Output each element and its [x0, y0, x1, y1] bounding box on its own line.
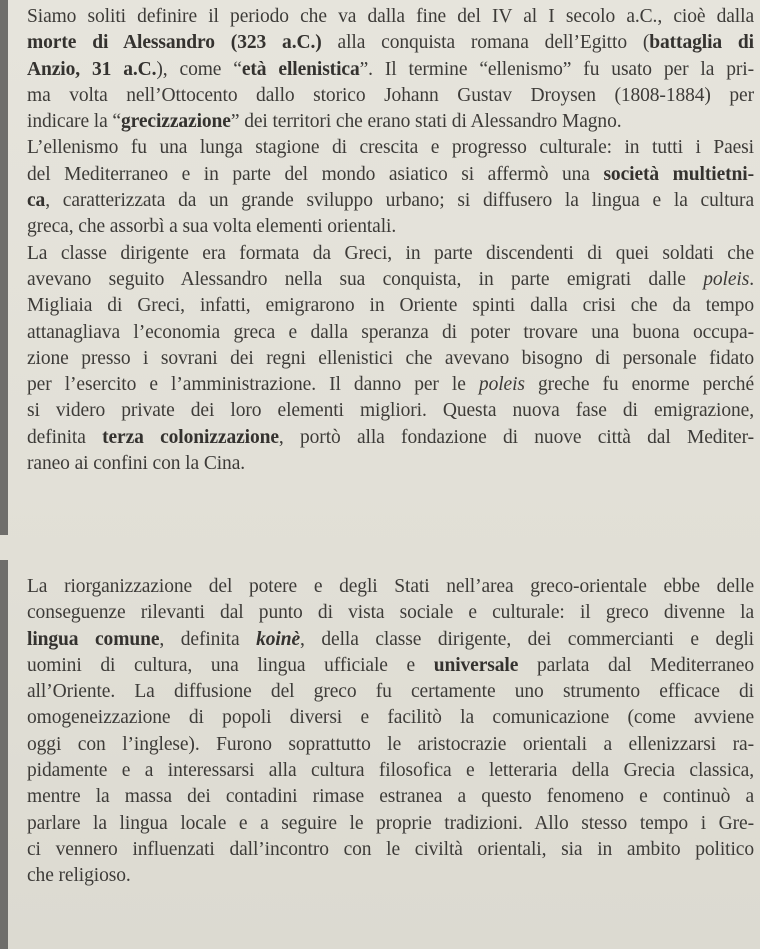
text-line — [27, 679, 754, 705]
text-run: La classe dirigente era formata da Greci, in parte discendenti di quei soldati che — [27, 242, 754, 264]
text-run: all’Oriente. La diffusione del greco fu certamente uno strumento efficace di — [27, 681, 754, 703]
text-run: ” dei territori che erano stati di Alessandro Magno. — [230, 111, 622, 133]
text-run: che religioso. — [27, 865, 131, 887]
section-1-margin-rule — [0, 0, 8, 535]
text-run: greca, che assorbì a sua volta elementi orientali. — [27, 216, 397, 238]
italic-term: poleis — [703, 268, 750, 290]
text-run: raneo ai confini con la Cina. — [27, 453, 246, 475]
paragraph — [27, 241, 754, 478]
text-run: ma volta nell’Ottocento dallo storico Johann Gustav Droysen (1808-1884) per — [27, 84, 754, 106]
text-line — [27, 372, 754, 398]
text-run: si videro private dei loro elementi migliori. Questa nuova fase di emigrazione, — [27, 400, 754, 422]
text-line — [27, 863, 754, 889]
text-run: La riorganizzazione del potere e degli Stati nell’area greco-orientale ebbe delle — [27, 576, 754, 597]
bold-term: età ellenistica — [241, 58, 360, 80]
text-run: conseguenze rilevanti dal punto di vista sociale e culturale: il greco divenne la — [27, 602, 754, 624]
text-run: , definita — [159, 628, 257, 650]
text-run: ), come “ — [156, 58, 242, 80]
text-run: , caratterizzata da un grande sviluppo urbano; si diffusero la lingua e la cultura — [45, 190, 754, 212]
text-line — [27, 162, 754, 188]
section-2-text — [27, 574, 754, 890]
text-run: ci vennero influenzati dall’incontro con le civiltà orientali, sia in ambito politico — [27, 838, 754, 860]
text-line — [27, 705, 754, 731]
text-run: attanagliava l’economia greca e dalla speranza di poter trovare una buona occupa- — [27, 321, 754, 343]
text-line — [27, 109, 754, 135]
bold-term: morte di Alessandro (323 a.C.) — [27, 32, 322, 54]
paragraph — [27, 4, 754, 135]
text-run: definita — [27, 426, 103, 448]
text-run: oggi con l’inglese). Furono soprattutto le aristocrazie orientali a ellenizzarsi ra- — [27, 733, 754, 755]
section-2-margin-rule — [0, 560, 8, 949]
text-run: uomini di cultura, una lingua ufficiale e — [27, 654, 434, 676]
text-line — [27, 188, 754, 214]
text-run: omogeneizzazione di popoli diversi e facilitò la comunicazione (come avviene — [27, 707, 754, 729]
text-line — [27, 241, 754, 267]
text-run: parlata dal Mediterraneo — [518, 654, 754, 676]
text-line — [27, 267, 754, 293]
text-run: alla conquista romana dell’Egitto ( — [321, 32, 650, 54]
text-run: , della classe dirigente, dei commercianti e degli — [300, 628, 754, 650]
text-line — [27, 30, 754, 56]
text-line — [27, 758, 754, 784]
text-run: L’ellenismo fu una lunga stagione di crescita e progresso culturale: in tutti i Paesi — [27, 137, 754, 159]
bold-term: terza colonizzazione — [102, 426, 279, 448]
text-line — [27, 627, 754, 653]
text-line — [27, 574, 754, 600]
text-line — [27, 398, 754, 424]
text-line — [27, 732, 754, 758]
text-run: Siamo soliti definire il periodo che va dalla fine del IV al I secolo a.C., cioè dalla — [27, 6, 754, 27]
bold-term: Anzio, 31 a.C. — [27, 58, 157, 80]
text-line — [27, 811, 754, 837]
text-run: . — [749, 268, 754, 290]
text-line — [27, 837, 754, 863]
text-line — [27, 57, 754, 83]
text-line — [27, 293, 754, 319]
text-run: per l’esercito e l’amministrazione. Il danno per le — [27, 374, 479, 396]
bold-term: società multietni- — [603, 163, 754, 185]
text-line — [27, 784, 754, 810]
bold-term: battaglia di — [649, 32, 754, 54]
text-run: greche fu enorme perché — [524, 374, 755, 396]
text-line — [27, 425, 754, 451]
text-run: pidamente e a interessarsi alla cultura filosofica e letteraria della Grecia classica, — [27, 760, 754, 782]
text-run: zione presso i sovrani dei regni ellenistici che avevano bisogno di personale fidato — [27, 347, 754, 369]
text-run: parlare la lingua locale e a seguire le proprie tradizioni. Allo stesso tempo i Gre- — [27, 812, 754, 834]
text-run: , portò alla fondazione di nuove città dal Mediter- — [278, 426, 754, 448]
bold-term: ca — [27, 190, 46, 212]
text-line — [27, 4, 754, 30]
text-run: del Mediterraneo e in parte del mondo asiatico si affermò una — [27, 163, 604, 185]
text-run: Migliaia di Greci, infatti, emigrarono in Oriente spinti dalla crisi che da tempo — [27, 295, 754, 317]
text-line — [27, 320, 754, 346]
italic-term: poleis — [478, 374, 525, 396]
paragraph — [27, 135, 754, 240]
text-line — [27, 653, 754, 679]
text-line — [27, 135, 754, 161]
bold-term: lingua comune — [27, 628, 160, 650]
paragraph — [27, 574, 754, 890]
text-line — [27, 346, 754, 372]
text-run: ”. Il termine “ellenismo” fu usato per la pri- — [359, 58, 755, 80]
bold-italic-term: koinè — [256, 628, 301, 650]
text-line — [27, 214, 754, 240]
text-line — [27, 451, 754, 477]
text-line — [27, 600, 754, 626]
bold-term: grecizzazione — [120, 111, 231, 133]
text-run: mentre la massa dei contadini rimase estranea a questo fenomeno e continuò a — [27, 786, 754, 808]
section-1-text — [27, 4, 754, 477]
bold-term: universale — [433, 654, 519, 676]
text-line — [27, 83, 754, 109]
text-run: avevano seguito Alessandro nella sua conquista, in parte emigrati dalle — [27, 268, 704, 290]
text-run: indicare la “ — [27, 111, 121, 133]
